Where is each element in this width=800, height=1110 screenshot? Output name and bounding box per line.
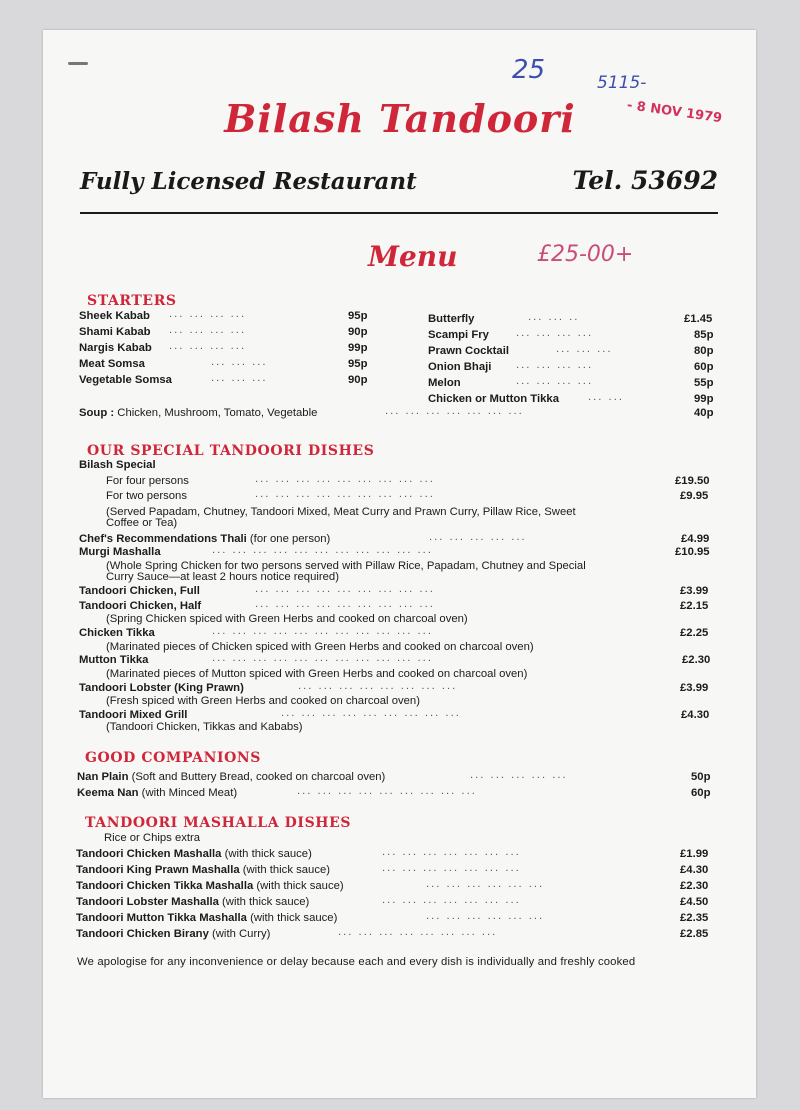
item-price: 50p — [691, 771, 711, 783]
item-name: Vegetable Somsa — [79, 374, 172, 386]
menu-item: Tandoori Chicken, Half ... ... ... ... ... ... ... ... ... £2.15 — [79, 598, 709, 612]
menu-item: Murgi Mashalla ... ... ... ... ... ... ... ... ... ... ... £10.95 — [79, 544, 710, 558]
item-price: £3.99 — [680, 682, 709, 694]
date-stamp: - 8 NOV 1979 — [625, 98, 723, 127]
item-name: Tandoori Lobster Mashalla — [76, 896, 219, 908]
item-price: £2.25 — [680, 627, 709, 639]
item-description: (with thick sauce) — [218, 896, 310, 908]
item-price: 99p — [694, 393, 714, 405]
menu-item: Tandoori King Prawn Mashalla (with thick sauce) ... ... ... ... ... ... ... £4.30 — [76, 862, 709, 876]
menu-item: For four persons ... ... ... ... ... ... ... ... ... £19.50 — [106, 473, 710, 487]
item-price: £1.45 — [684, 313, 713, 325]
menu-item: Tandoori Mixed Grill ... ... ... ... ... ... ... ... ... £4.30 — [79, 707, 710, 721]
item-name: For two persons — [106, 490, 187, 502]
menu-item: Mutton Tikka ... ... ... ... ... ... ... ... ... ... ... £2.30 — [79, 652, 711, 666]
item-name: Keema Nan — [77, 787, 139, 799]
item-price: £4.50 — [680, 896, 709, 908]
menu-item: Tandoori Mutton Tikka Mashalla (with thick sauce) ... ... ... ... ... ... £2.35 — [76, 910, 709, 924]
item-price: 60p — [691, 787, 711, 799]
item-description: (Fresh spiced with Green Herbs and cooked on charcoal oven) — [106, 695, 420, 707]
item-description: (Whole Spring Chicken for two persons served with Pillaw Rice, Papadam, Chutney and Special — [106, 560, 586, 572]
item-price: 95p — [348, 310, 368, 322]
item-price: 90p — [348, 374, 368, 386]
apology-note: We apologise for any inconvenience or delay because each and every dish is individually and freshly cooked — [77, 956, 636, 968]
menu-item: Chicken Tikka ... ... ... ... ... ... ... ... ... ... ... £2.25 — [79, 625, 709, 639]
item-price: 99p — [348, 342, 368, 354]
item-price: £4.30 — [680, 864, 709, 876]
menu-item: Butterfly ... ... .. £1.45 — [428, 311, 713, 325]
item-price: £4.99 — [681, 533, 710, 545]
menu-item: Chicken or Mutton Tikka ... ... 99p — [428, 391, 714, 405]
header-divider — [80, 212, 718, 214]
item-price: £2.30 — [680, 880, 709, 892]
item-description: (Marinated pieces of Chicken spiced with Green Herbs and cooked on charcoal oven) — [106, 641, 534, 653]
menu-item: Shami Kabab ... ... ... ... 90p — [79, 324, 368, 338]
telephone: Tel. 53692 — [572, 166, 718, 195]
item-name: Melon — [428, 377, 461, 389]
item-description: (Marinated pieces of Mutton spiced with Green Herbs and cooked on charcoal oven) — [106, 668, 528, 680]
menu-item: Scampi Fry ... ... ... ... 85p — [428, 327, 714, 341]
section-note: Rice or Chips extra — [104, 832, 201, 844]
item-name: Tandoori Chicken, Full — [79, 585, 200, 597]
item-price: £2.30 — [682, 654, 711, 666]
item-description: Chicken, Mushroom, Tomato, Vegetable — [114, 407, 318, 419]
item-name: Tandoori Chicken Tikka Mashalla — [76, 880, 254, 892]
item-name: Tandoori Mutton Tikka Mashalla — [76, 912, 247, 924]
item-name: For four persons — [106, 475, 189, 487]
item-price: 85p — [694, 329, 714, 341]
menu-item: Soup : Chicken, Mushroom, Tomato, Vegetable ... ... ... ... ... ... ... 40p — [79, 405, 714, 419]
menu-item: Chef's Recommendations Thali (for one person) ... ... ... ... ... £4.99 — [79, 531, 710, 545]
item-price: 80p — [694, 345, 714, 357]
item-description: (with Minced Meat) — [138, 787, 238, 799]
item-price: 55p — [694, 377, 714, 389]
handwritten-code: 5115- — [597, 73, 647, 93]
item-name: Shami Kabab — [79, 326, 151, 338]
menu-item: Melon ... ... ... ... 55p — [428, 375, 714, 389]
item-price: 60p — [694, 361, 714, 373]
item-description: (with thick sauce) — [253, 880, 344, 892]
menu-heading: Menu — [368, 240, 458, 273]
section-tandoori-mashalla: TANDOORI MASHALLA DISHES — [85, 815, 352, 831]
item-description: Curry Sauce—at least 2 hours notice required) — [106, 571, 339, 583]
item-name: Chicken or Mutton Tikka — [428, 393, 559, 405]
item-name: Mutton Tikka — [79, 654, 149, 666]
item-description: (Served Papadam, Chutney, Tandoori Mixed, Meat Curry and Prawn Curry, Pillaw Rice, Sweet — [106, 506, 576, 518]
item-name: Nargis Kabab — [79, 342, 152, 354]
item-name: Murgi Mashalla — [79, 546, 161, 558]
item-price: 40p — [694, 407, 714, 419]
menu-item: Sheek Kabab ... ... ... ... 95p — [79, 308, 368, 322]
item-price: £19.50 — [675, 475, 710, 487]
item-description: (for one person) — [246, 533, 331, 545]
item-price: £2.15 — [680, 600, 709, 612]
item-name: Butterfly — [428, 313, 475, 325]
menu-item: Tandoori Lobster Mashalla (with thick sauce) ... ... ... ... ... ... ... £4.50 — [76, 894, 709, 908]
item-description: (with thick sauce) — [246, 912, 338, 924]
item-price: £2.35 — [680, 912, 709, 924]
item-name: Tandoori Chicken Mashalla — [76, 848, 222, 860]
menu-item: Vegetable Somsa ... ... ... 90p — [79, 372, 368, 386]
section-special-tandoori: OUR SPECIAL TANDOORI DISHES — [87, 443, 375, 459]
section-starters: STARTERS — [87, 293, 177, 309]
menu-item: Tandoori Chicken Mashalla (with thick sauce) ... ... ... ... ... ... ... £1.99 — [76, 846, 709, 860]
item-description: (Soft and Buttery Bread, cooked on charcoal oven) — [128, 771, 386, 783]
item-name: Scampi Fry — [428, 329, 489, 341]
menu-item: Prawn Cocktail ... ... ... 80p — [428, 343, 714, 357]
menu-item: Meat Somsa ... ... ... 95p — [79, 356, 368, 370]
item-description: Coffee or Tea) — [106, 517, 178, 529]
menu-item: Nargis Kabab ... ... ... ... 99p — [79, 340, 368, 354]
menu-item: Tandoori Lobster (King Prawn) ... ... ... ... ... ... ... ... £3.99 — [79, 680, 709, 694]
menu-item: Tandoori Chicken Tikka Mashalla (with thick sauce) ... ... ... ... ... ... £2.30 — [76, 878, 709, 892]
item-description: (Spring Chicken spiced with Green Herbs and cooked on charcoal oven) — [106, 613, 468, 625]
item-price: £1.99 — [680, 848, 709, 860]
menu-item: Tandoori Chicken, Full ... ... ... ... ... ... ... ... ... £3.99 — [79, 583, 709, 597]
item-price: £2.85 — [680, 928, 709, 940]
licensed-tagline: Fully Licensed Restaurant — [80, 168, 417, 195]
item-price: £4.30 — [681, 709, 710, 721]
handwritten-number: 25 — [512, 55, 546, 85]
item-name: Nan Plain — [77, 771, 129, 783]
menu-item: For two persons ... ... ... ... ... ... ... ... ... £9.95 — [106, 488, 709, 502]
item-name: Tandoori Lobster (King Prawn) — [79, 682, 244, 694]
item-name: Prawn Cocktail — [428, 345, 509, 357]
item-description: (Tandoori Chicken, Tikkas and Kababs) — [106, 721, 303, 733]
item-name: Tandoori Chicken Birany — [76, 928, 209, 940]
item-name: Chicken Tikka — [79, 627, 155, 639]
item-price: £3.99 — [680, 585, 709, 597]
item-name: Soup : — [79, 407, 115, 419]
item-price: 95p — [348, 358, 368, 370]
item-price: £9.95 — [680, 490, 709, 502]
item-description: (with thick sauce) — [239, 864, 331, 876]
menu-item: Nan Plain (Soft and Buttery Bread, cooked on charcoal oven) ... ... ... ... ... 50p — [77, 769, 711, 783]
item-description: (with thick sauce) — [221, 848, 312, 860]
item-name: Onion Bhaji — [428, 361, 492, 373]
menu-item: Keema Nan (with Minced Meat) ... ... ... ... ... ... ... ... ... 60p — [77, 785, 711, 799]
item-description: (with Curry) — [208, 928, 271, 940]
item-name: Tandoori Mixed Grill — [79, 709, 188, 721]
item-name: Meat Somsa — [79, 358, 145, 370]
menu-item: Onion Bhaji ... ... ... ... 60p — [428, 359, 714, 373]
item-price: £10.95 — [675, 546, 710, 558]
item-price: 90p — [348, 326, 368, 338]
item-name: Bilash Special — [79, 459, 156, 471]
item-name: Chef's Recommendations Thali — [79, 533, 247, 545]
menu-item: Tandoori Chicken Birany (with Curry) ... ... ... ... ... ... ... ... £2.85 — [76, 926, 709, 940]
restaurant-name: Bilash Tandoori — [224, 96, 576, 141]
item-name: Sheek Kabab — [79, 310, 150, 322]
handwritten-price: £25-00+ — [537, 242, 634, 267]
item-name: Tandoori King Prawn Mashalla — [76, 864, 240, 876]
item-name: Tandoori Chicken, Half — [79, 600, 202, 612]
staple-mark — [68, 62, 88, 65]
section-good-companions: GOOD COMPANIONS — [85, 750, 262, 766]
